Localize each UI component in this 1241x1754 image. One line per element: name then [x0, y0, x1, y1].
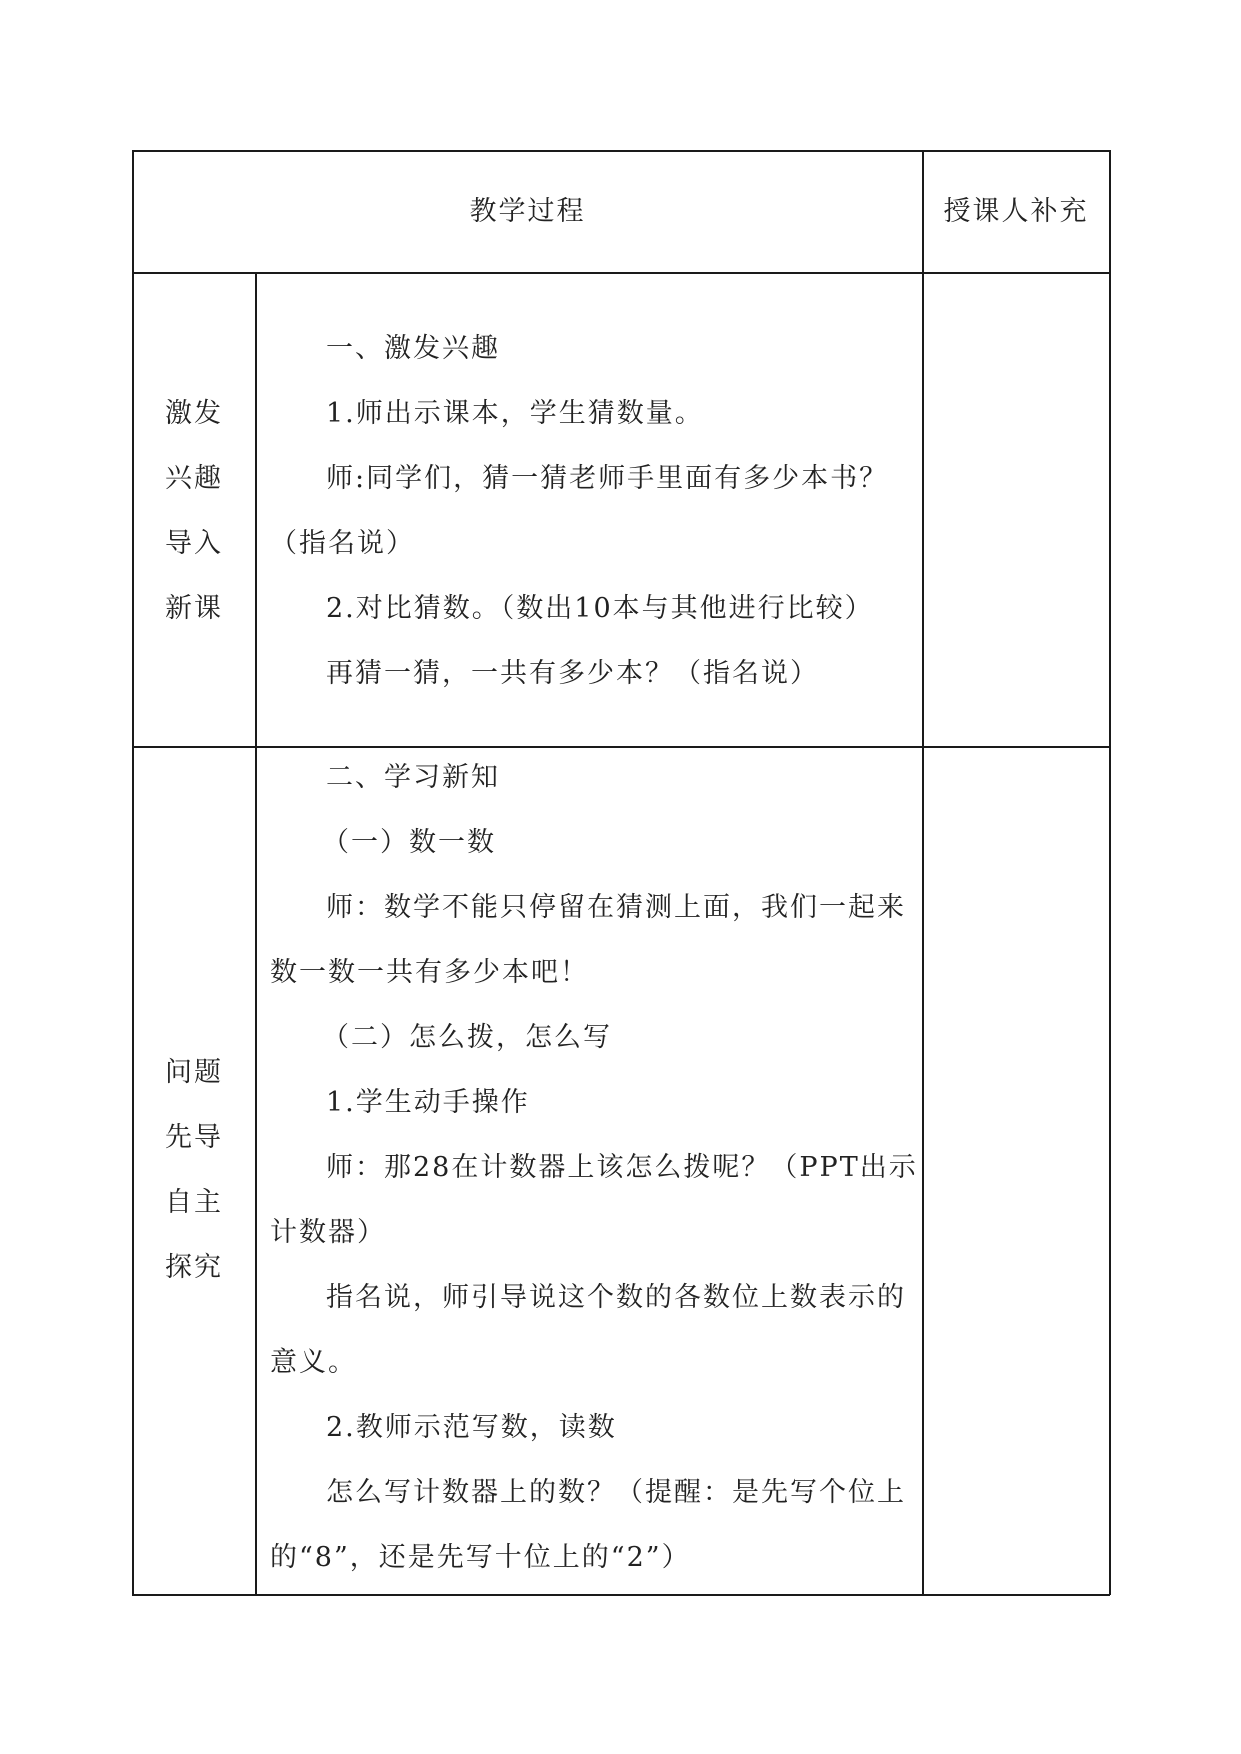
table-supplement-divider — [922, 150, 924, 1595]
content-line: 师:同学们，猜一猜老师手里面有多少本书？ — [326, 463, 889, 494]
header-teacher-supplement: 授课人补充 — [943, 196, 1089, 227]
content-line: 再猜一猜，一共有多少本？（指名说） — [326, 658, 819, 689]
content-line: 指名说，师引导说这个数的各数位上数表示的 — [326, 1282, 906, 1313]
content-line: 师：那28在计数器上该怎么拨呢？（PPT出示 — [326, 1152, 918, 1183]
content-line: 的“8”，还是先写十位上的“2”） — [270, 1542, 691, 1573]
content-line: 意义。 — [270, 1347, 357, 1378]
table-header-divider — [132, 272, 1110, 274]
section2-label-line: 探究 — [165, 1252, 223, 1283]
content-line: 2.教师示范写数，读数 — [326, 1412, 617, 1443]
content-line: 1.学生动手操作 — [326, 1087, 530, 1118]
content-line: （二）怎么拨，怎么写 — [322, 1022, 612, 1053]
section2-label-line: 问题 — [165, 1057, 223, 1088]
header-teaching-process: 教学过程 — [469, 196, 586, 227]
content-line: 数一数一共有多少本吧！ — [270, 957, 589, 988]
section1-label-line: 激发 — [165, 398, 223, 429]
content-line: （指名说） — [270, 528, 415, 559]
section1-label-line: 新课 — [165, 593, 223, 624]
section1-label-line: 兴趣 — [165, 463, 223, 494]
section1-heading: 一、激发兴趣 — [326, 333, 500, 364]
content-line: 2.对比猜数。（数出10本与其他进行比较） — [326, 593, 874, 624]
section2-label-line: 自主 — [165, 1187, 223, 1218]
content-line: 1.师出示课本，学生猜数量。 — [326, 398, 704, 429]
table-border-left — [132, 150, 134, 1595]
section1-label-line: 导入 — [165, 528, 223, 559]
section2-heading: 二、学习新知 — [326, 762, 500, 793]
table-border-top — [132, 150, 1110, 152]
content-line: 师：数学不能只停留在猜测上面，我们一起来 — [326, 892, 906, 923]
content-line: 怎么写计数器上的数？（提醒：是先写个位上 — [326, 1477, 906, 1508]
table-row-divider — [132, 746, 1110, 748]
content-line: （一）数一数 — [322, 827, 496, 858]
table-label-divider — [255, 272, 257, 1595]
section2-label-line: 先导 — [165, 1122, 223, 1153]
content-line: 计数器） — [270, 1217, 386, 1248]
table-border-right — [1109, 150, 1111, 1595]
table-border-bottom — [132, 1594, 1110, 1596]
